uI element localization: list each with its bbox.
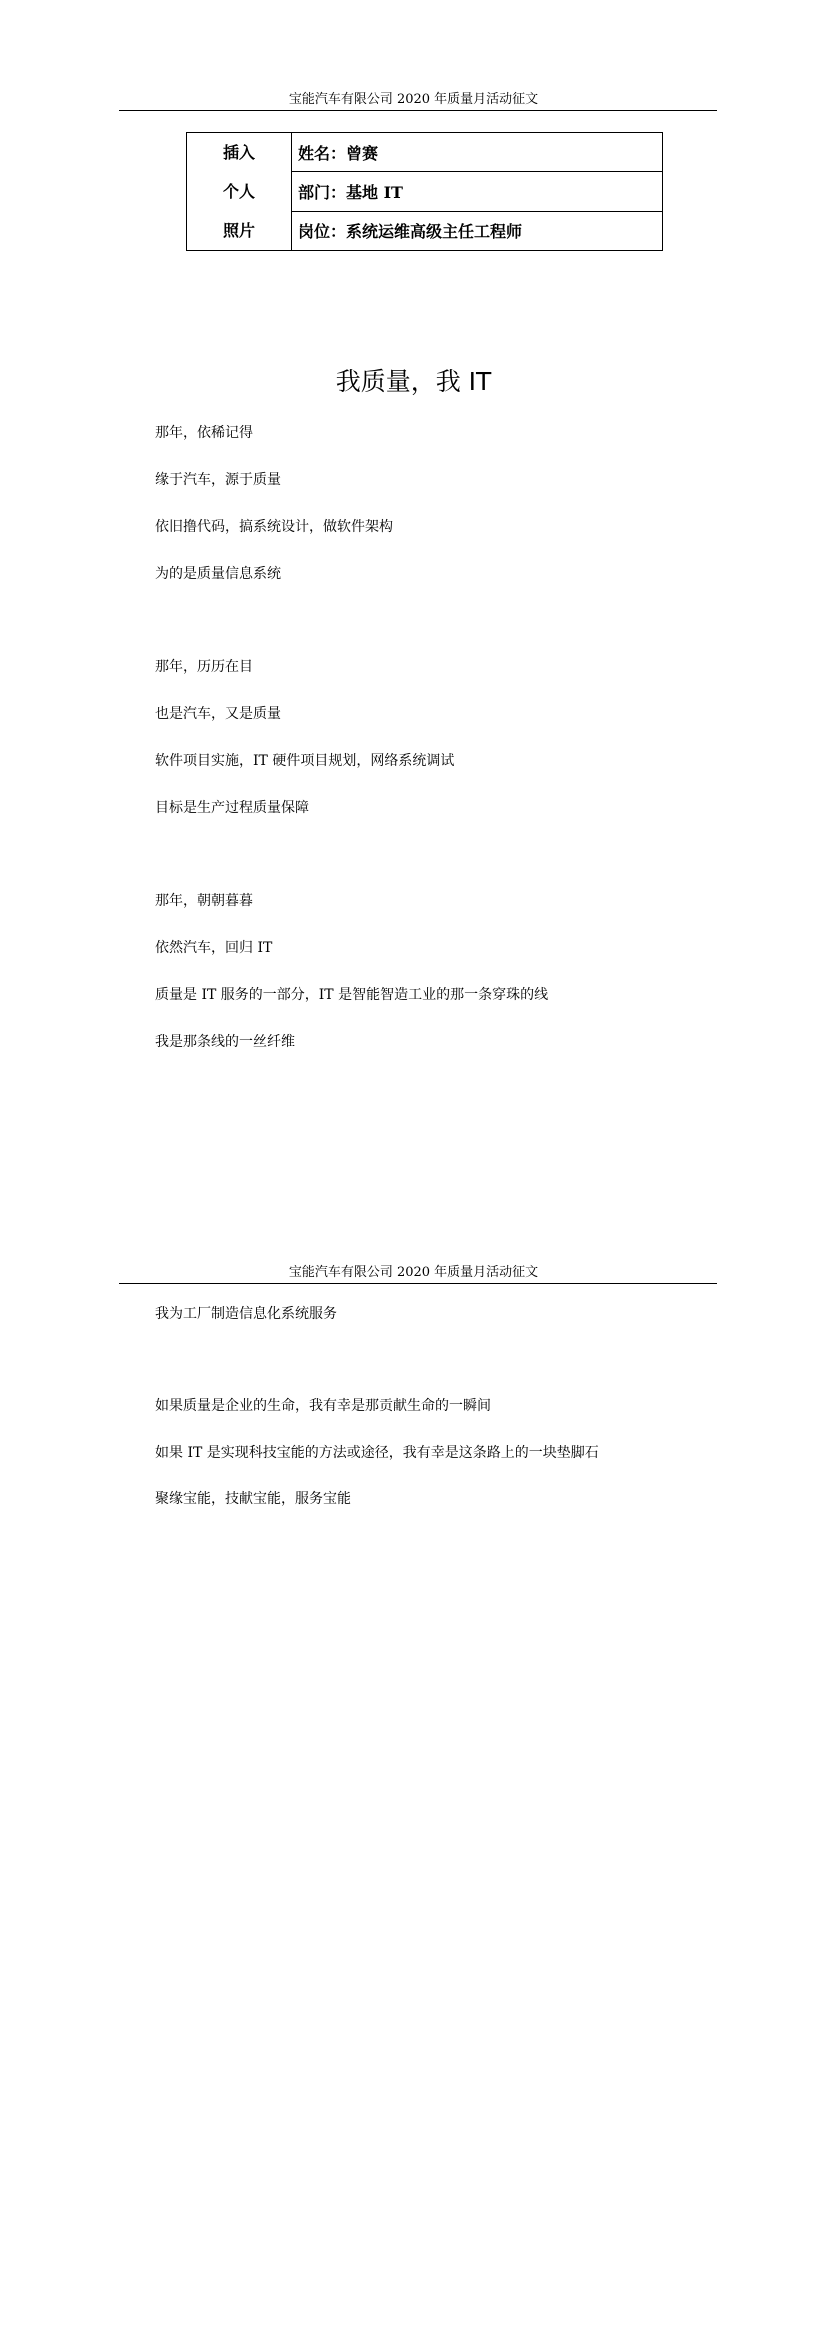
poem-line: 那年，朝朝暮暮 [155, 893, 253, 909]
poem-line: 那年，历历在目 [155, 659, 253, 675]
header-rule [119, 1283, 717, 1284]
page-2 [0, 1169, 827, 2338]
poem-line: 如果质量是企业的生命，我有幸是那贡献生命的一瞬间 [155, 1398, 491, 1414]
poem-line: 质量是 IT 服务的一部分，IT 是智能智造工业的那一条穿珠的线 [155, 987, 549, 1003]
photo-label-line: 个人 [222, 182, 255, 201]
info-table [186, 132, 663, 251]
department-cell: 部门：基地 IT [292, 172, 663, 211]
poem-line: 依旧撸代码，搞系统设计，做软件架构 [155, 519, 393, 535]
article-title: 我质量，我 IT [335, 367, 492, 396]
poem-line: 也是汽车，又是质量 [155, 706, 281, 722]
poem-line: 缘于汽车，源于质量 [155, 472, 281, 488]
poem-line: 聚缘宝能，技献宝能，服务宝能 [155, 1491, 351, 1507]
page-header: 宝能汽车有限公司 2020 年质量月活动征文 [288, 1265, 539, 1280]
header-rule [119, 110, 717, 111]
page-header: 宝能汽车有限公司 2020 年质量月活动征文 [288, 92, 539, 107]
poem-line: 为的是质量信息系统 [155, 566, 281, 582]
poem-line: 软件项目实施，IT 硬件项目规划，网络系统调试 [155, 753, 455, 769]
photo-label-line: 插入 [222, 143, 255, 162]
poem-line: 那年，依稀记得 [155, 425, 253, 441]
photo-label-line: 照片 [222, 221, 255, 240]
photo-placeholder-cell [187, 133, 292, 251]
poem-line: 我为工厂制造信息化系统服务 [155, 1306, 337, 1322]
name-cell: 姓名：曾赛 [292, 133, 663, 172]
poem-line: 如果 IT 是实现科技宝能的方法或途径，我有幸是这条路上的一块垫脚石 [155, 1445, 599, 1461]
poem-line: 目标是生产过程质量保障 [155, 800, 309, 816]
position-cell: 岗位：系统运维高级主任工程师 [292, 211, 663, 250]
poem-line: 我是那条线的一丝纤维 [155, 1034, 295, 1050]
poem-line: 依然汽车，回归 IT [155, 940, 273, 956]
